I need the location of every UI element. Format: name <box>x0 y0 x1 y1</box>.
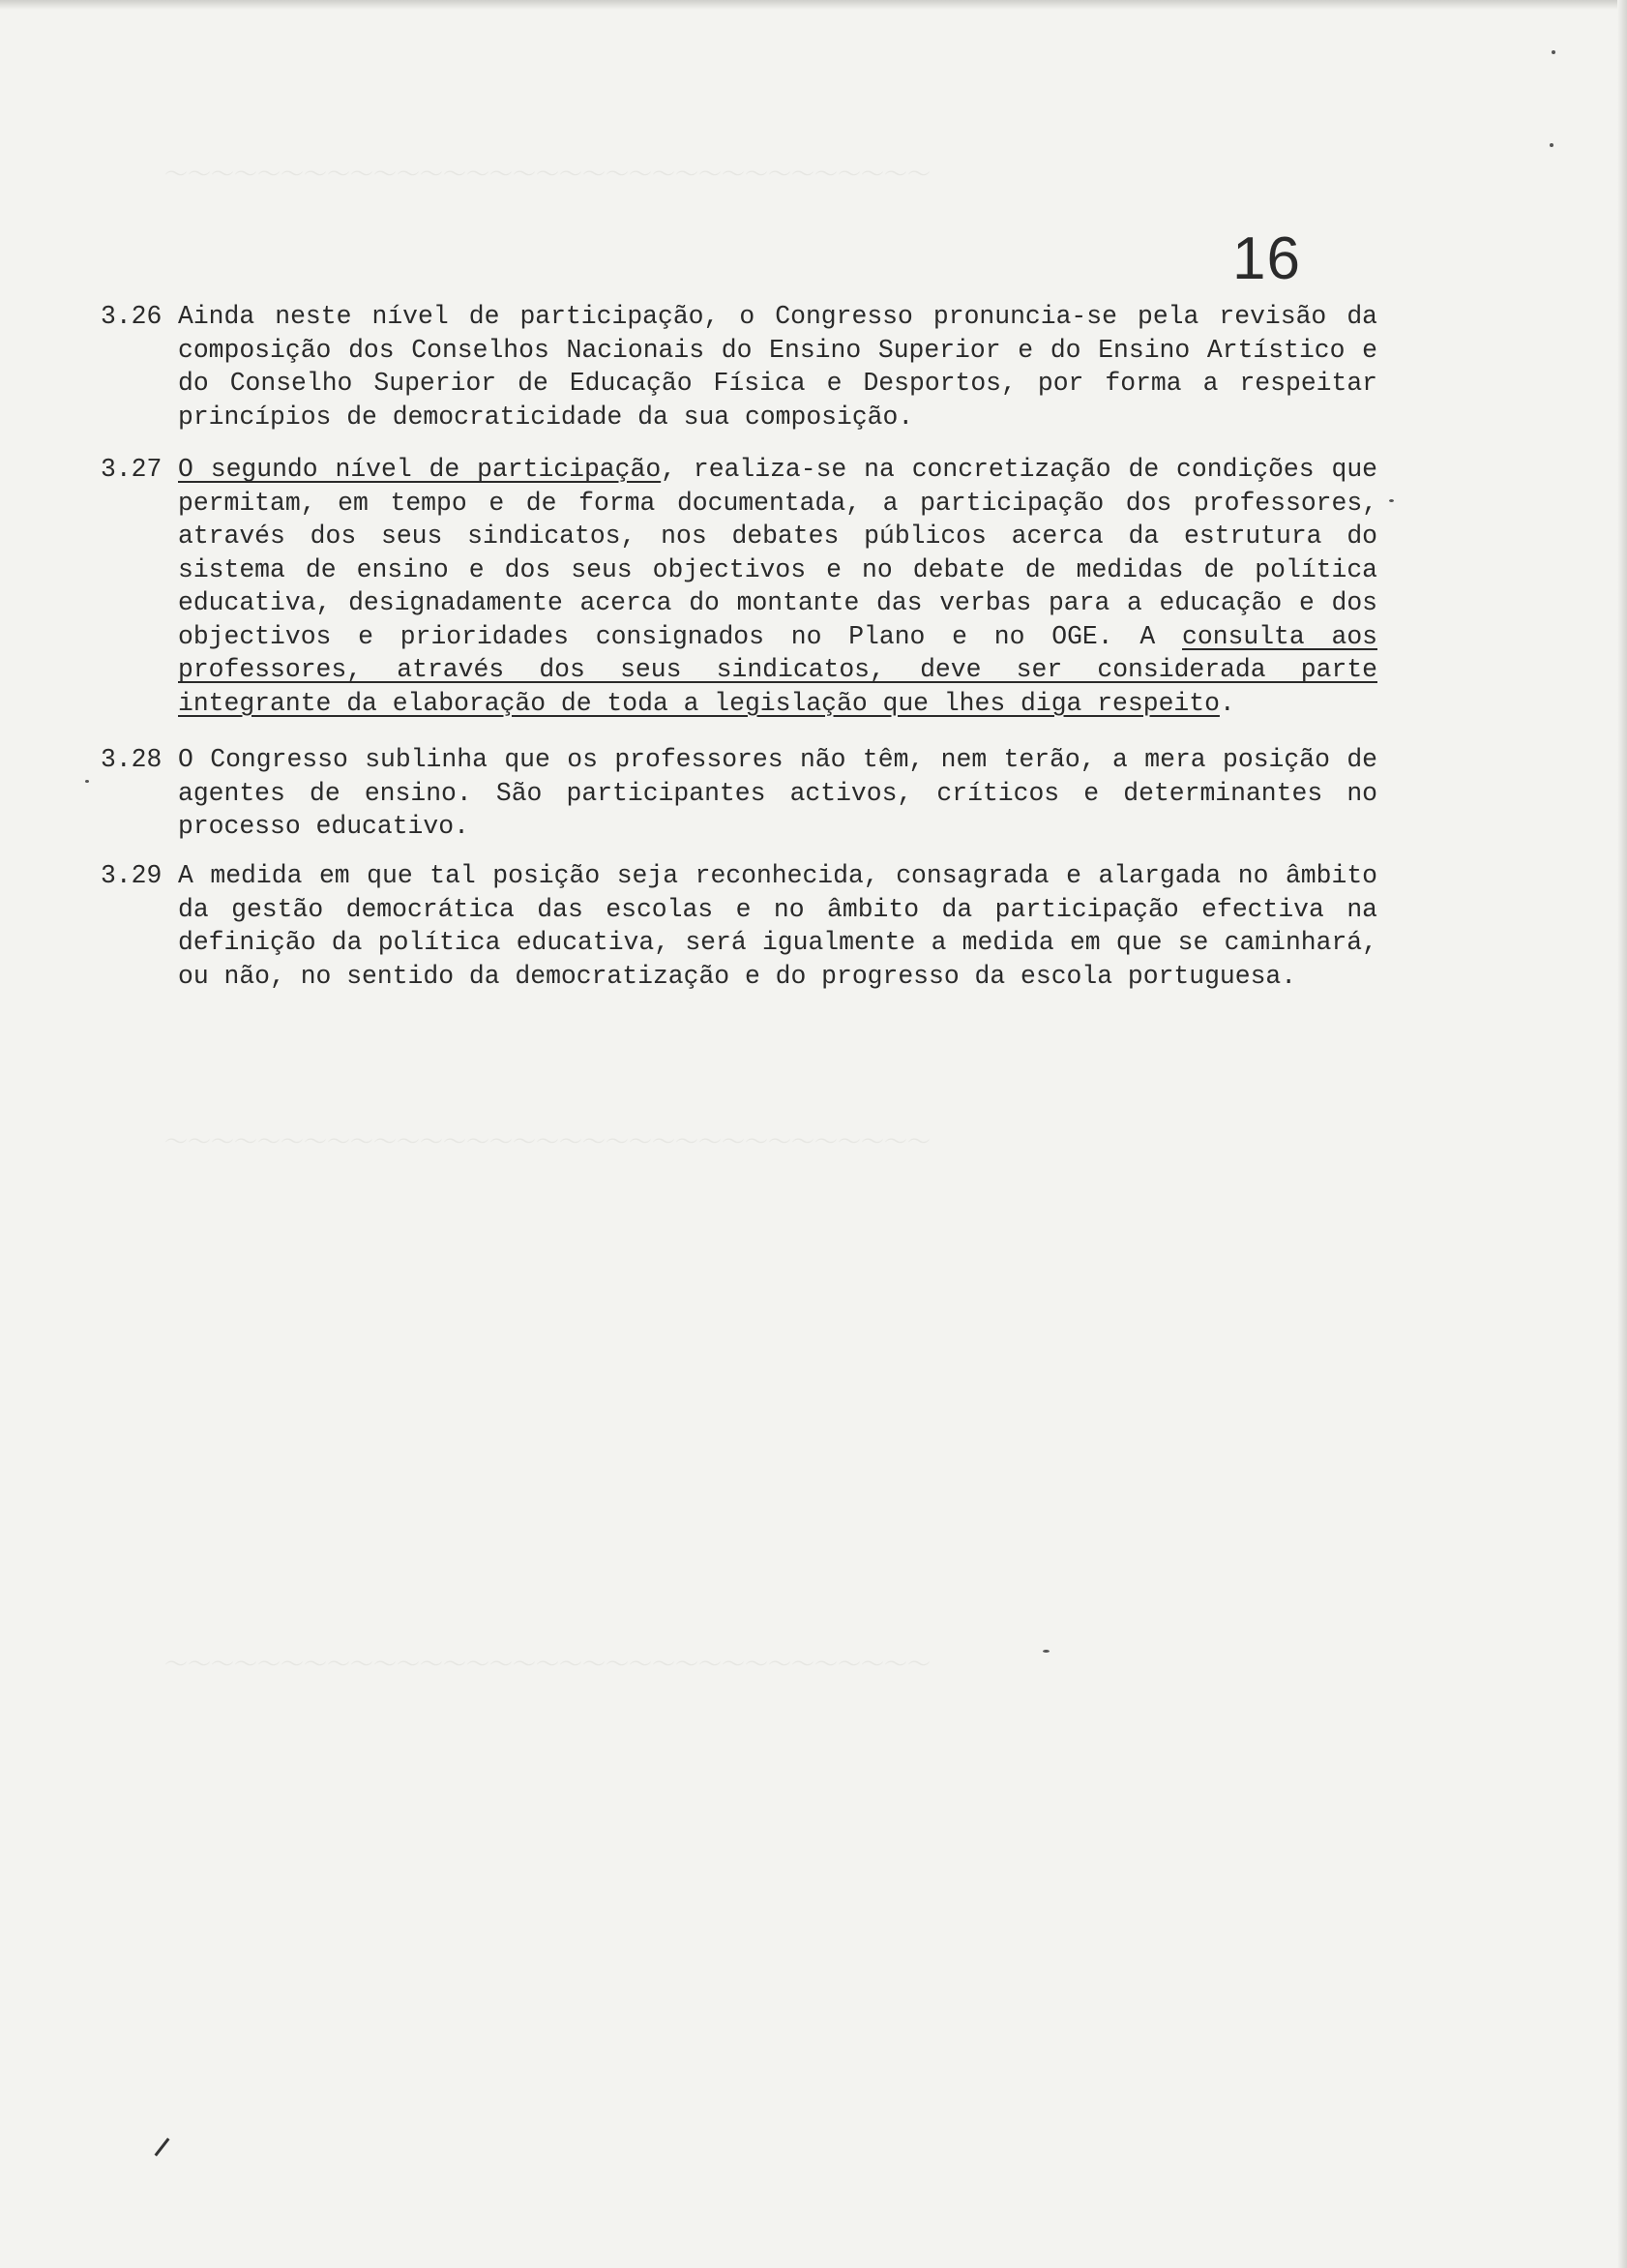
scan-speck <box>85 780 89 783</box>
paragraph-text-part: , realiza-se na concretização de condições que permitam, em tempo e de forma documentada, a participação dos professores, através dos seus sindicatos, nos debates públicos acerca da estrutura do sistema de ensino e dos seus objectivos e no debate de medidas de política educativa, designadamente acerca do montante das verbas para a educação e dos objectivos e prioridades consignados no Plano e no OGE. A <box>178 455 1377 651</box>
underlined-phrase: consulta aos professores, através dos seus sindicatos, deve ser considerada parte integrante da elaboração de toda a legislação que lhes diga respeito <box>178 621 1378 718</box>
paragraph-text: Ainda neste nível de participação, o Congresso pronuncia-se pela revisão da composição dos Conselhos Nacionais do Ensino Superior e do Ensino Artístico e do Conselho Superior de Educação Física e Desportos, por forma a respeitar princípios de democraticidade da sua composição. <box>178 302 1377 432</box>
bleed-through-text: ～～～～～～～～～～～～～～～～～～～～～～～～～～～～～～～～～ <box>164 1654 931 1680</box>
paragraph-number: 3.28 <box>101 745 163 774</box>
paragraph-3-29 <box>101 859 1377 993</box>
paragraph-text <box>178 453 1377 720</box>
paragraph-3-28 <box>101 743 1377 844</box>
paragraph-text: O Congresso sublinha que os professores não têm, nem terão, a mera posição de agentes de ensino. São participantes activos, críticos e determinantes no processo educativo. <box>178 745 1377 841</box>
scan-speck <box>1389 499 1394 502</box>
page-number: 16 <box>1232 225 1301 292</box>
paragraph-number: 3.27 <box>101 455 163 484</box>
pen-mark <box>155 2137 170 2156</box>
page-right-edge <box>1617 0 1627 2268</box>
paragraph-3-27 <box>101 453 1377 720</box>
paragraph-3-26 <box>101 300 1377 433</box>
page-top-edge <box>0 0 1627 10</box>
paragraph-number: 3.26 <box>101 302 163 331</box>
scan-speck <box>1043 1650 1050 1653</box>
paragraph-text-part: . <box>1219 688 1235 718</box>
paragraph-number: 3.29 <box>101 861 163 890</box>
paragraph-text: A medida em que tal posição seja reconhecida, consagrada e alargada no âmbito da gestão democrática das escolas e no âmbito da participação efectiva na definição da política educativa, será igualmente a medida em que se caminhará, ou não, no sentido da democratização e do progresso da escola portuguesa. <box>178 861 1377 991</box>
bleed-through-text: ～～～～～～～～～～～～～～～～～～～～～～～～～～～～～～～～～ <box>164 1131 931 1157</box>
scan-speck <box>1550 143 1553 147</box>
underlined-phrase: O segundo nível de participação <box>178 455 662 484</box>
bleed-through-text: ～～～～～～～～～～～～～～～～～～～～～～～～～～～～～～～～～ <box>164 164 931 190</box>
scan-speck <box>1552 50 1555 54</box>
